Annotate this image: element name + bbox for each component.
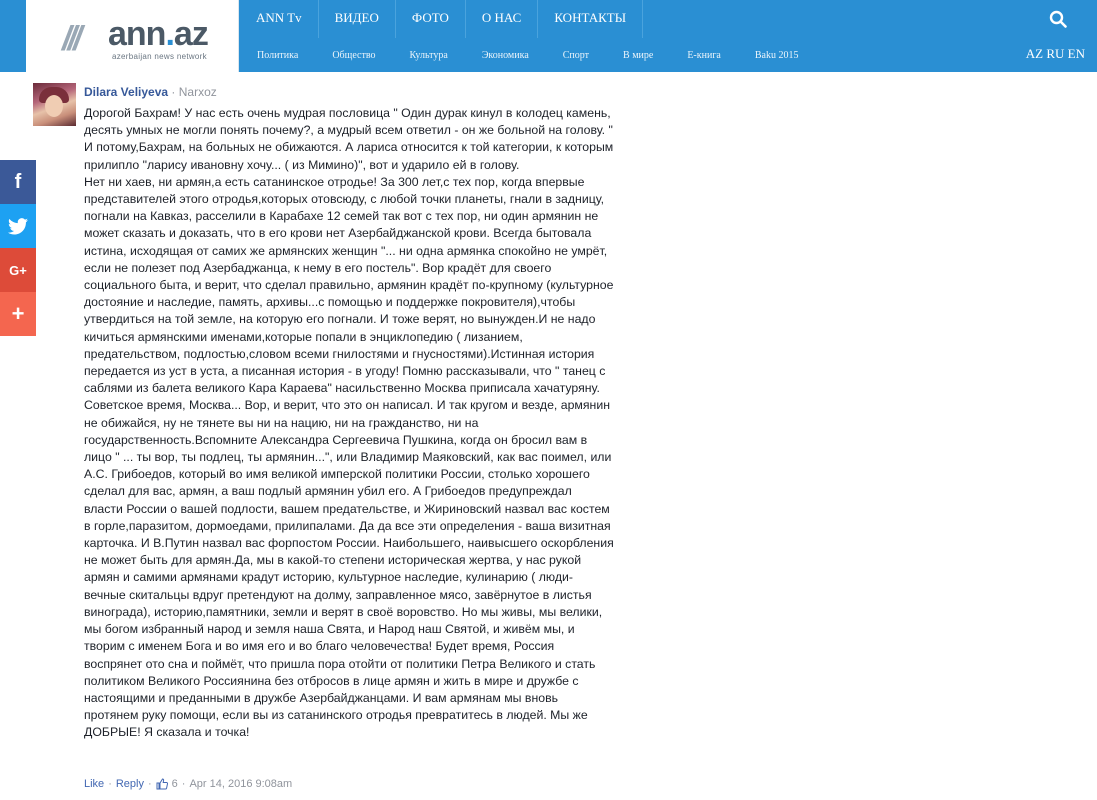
action-separator: · [147, 778, 152, 790]
facebook-share-button[interactable] [0, 160, 36, 204]
action-separator: · [181, 778, 186, 790]
category-ebook[interactable]: E-книга [687, 50, 721, 61]
reply-link[interactable]: Reply [115, 778, 144, 790]
category-baku-2015[interactable]: Baku 2015 [754, 50, 799, 61]
logo-wordmark [108, 14, 208, 54]
thumbs-up-icon [156, 778, 168, 790]
nav-ann-tv[interactable]: ANN Tv [240, 0, 319, 38]
category-culture[interactable]: Культура [409, 50, 448, 61]
more-share-button[interactable] [0, 292, 36, 336]
comment-paragraph: Нет ни хаев, ни армян,а есть сатанинское отродье! За 300 лет,с тех пор, когда впервые представителей этого отродья,которых отовсюду, с любой точки планеты, гнали в задницу, погнали на Кавказ, расселили в Карабахе 12 семей так вот с тех пор, ни один армянин не может сказать и доказать, что в его крови нет Азербайджанской крови. Всегда бытовала истина, исходящая от самих же армянских женщин "... ни одна армянка спокойно не умрёт, если не полезет под Азербаджанца, к нему в его постель". Вор крадёт для своего социального быта, и верит, что сделал правильно, армянин крадёт по-крупному (культурное достояние и наследие, память, архивы...с помощью и поддержке покровителя),чтобы утвердиться на той земле, на которую его погнали. И тоже верят, но вынужден.И не надо кичиться армянскими именами,которые попали в энциклопедию ( лизанием, предательством, подлостью,словом всеми гнилостями и гнусностями).Истинная история передается из уст в уста, а писанная история - в угоду! Помню рассказывали, что " танец с саблями из балета великого Кара Караева" насильственно Москва приписала хачатуряну. Советское время, Москва... Вор, и верит, что это он написал. И так кругом и везде, армянин не обижайся, ну не тянете вы ни на нацию, ни на гражданство, ни на государственность.Вспомните Александра Сергеевича Пушкина, когда он бросил вам в лицо " ... ты вор, ты подлец, ты армянин...", или Владимир Маяковский, как вас поимел, или А.С. Грибоедов, который во имя великой имперской политики России, столько хорошего сделал для вас, армян, а ваш подлый армянин убил его. А Грибоедов предупреждал власти России о вашей подлости, вашем предательстве, и Жириновский назвал вас костем в горле,паразитом, дормоедами, прилипалами. Да да все эти определения - ваша визитная карточка. И В.Путин назвал вас форпостом России. Наибольшего, наивысшего оскорбления не может быть для армян.Да, мы в какой-то степени историческая жертва, у нас рукой армян и самими армянами крадут историю, культурное наследие, кулинарию ( люди- вечные скитальцы вдруг претендуют на долму, заправленное мясо, завёрнутое в листья винограда), историю,памятники, земли и верят в своё воровство. Но мы живы, мы велики, мы богом избранный народ и земля наша Свята, и Народ наш Святой, и живём мы, и творим с именем Бога и во имя его и во благо человечества! Будет время, Россия воспрянет ото сна и поймёт, что пришла пора отойти от политики Петра Великого и стать политиком Великого Россиянина без отбросов в лице армян и жить в мире и дружбе с настоящими и преданными в дружбе Азербайджанцами. И вам армянам мы вновь протянем руку помощи, если вы из сатанинского отродья превратитесь в людей. Мы же ДОБРЫЕ! Я сказала и точка! [84, 174, 614, 740]
comment-header [84, 85, 217, 99]
language-switcher[interactable]: AZ RU EN [1025, 46, 1085, 61]
category-nav [240, 40, 815, 72]
avatar[interactable] [33, 83, 76, 126]
logo-dot: . [165, 15, 174, 53]
logo-name: ann [108, 15, 166, 53]
logo-slashes: /// [62, 20, 79, 58]
nav-about[interactable]: О НАС [466, 0, 538, 38]
category-society[interactable]: Общество [332, 50, 376, 61]
header-separator: · [171, 85, 176, 99]
facebook-icon: f [14, 170, 22, 193]
main-nav [240, 0, 643, 38]
category-sport[interactable]: Спорт [562, 50, 590, 61]
twitter-icon [8, 218, 28, 235]
comment-author-link[interactable]: Dilara Veliyeva [84, 85, 169, 99]
search-icon[interactable] [1049, 10, 1067, 28]
google-plus-icon: G+ [9, 262, 27, 278]
google-plus-share-button[interactable] [0, 248, 36, 292]
comment-actions [84, 778, 292, 790]
nav-contacts[interactable]: КОНТАКТЫ [538, 0, 643, 38]
nav-video[interactable]: ВИДЕО [319, 0, 396, 38]
plus-icon: + [11, 301, 25, 326]
site-logo[interactable] [26, 0, 239, 72]
comment-timestamp[interactable]: Apr 14, 2016 9:08am [189, 778, 293, 790]
social-share-bar [0, 160, 36, 336]
action-separator: · [108, 778, 112, 790]
nav-photo[interactable]: ФОТО [396, 0, 466, 38]
comment-paragraph: Дорогой Бахрам! У нас есть очень мудрая пословица " Один дурак кинул в колодец камень, десять умных не могли понять почему?, а мудрый всем ответил - он же больной на голову. " И потому,Бахрам, на больных не обижаются. А лариса относится к той категории, к которым прилипло "ларису ивановну хочу... ( из Мимино)", вот и ударило ей в голову. [84, 106, 614, 172]
like-link[interactable]: Like [84, 778, 105, 790]
category-world[interactable]: В мире [623, 50, 654, 61]
logo-tld: az [173, 15, 208, 53]
category-economy[interactable]: Экономика [481, 50, 529, 61]
comment-text [84, 105, 614, 742]
twitter-share-button[interactable] [0, 204, 36, 248]
comment-source: Narxoz [178, 85, 217, 99]
site-header [0, 0, 1097, 72]
category-politics[interactable]: Политика [257, 50, 299, 61]
logo-tagline: azerbaijan news network [112, 52, 207, 61]
like-count: 6 [171, 778, 178, 790]
